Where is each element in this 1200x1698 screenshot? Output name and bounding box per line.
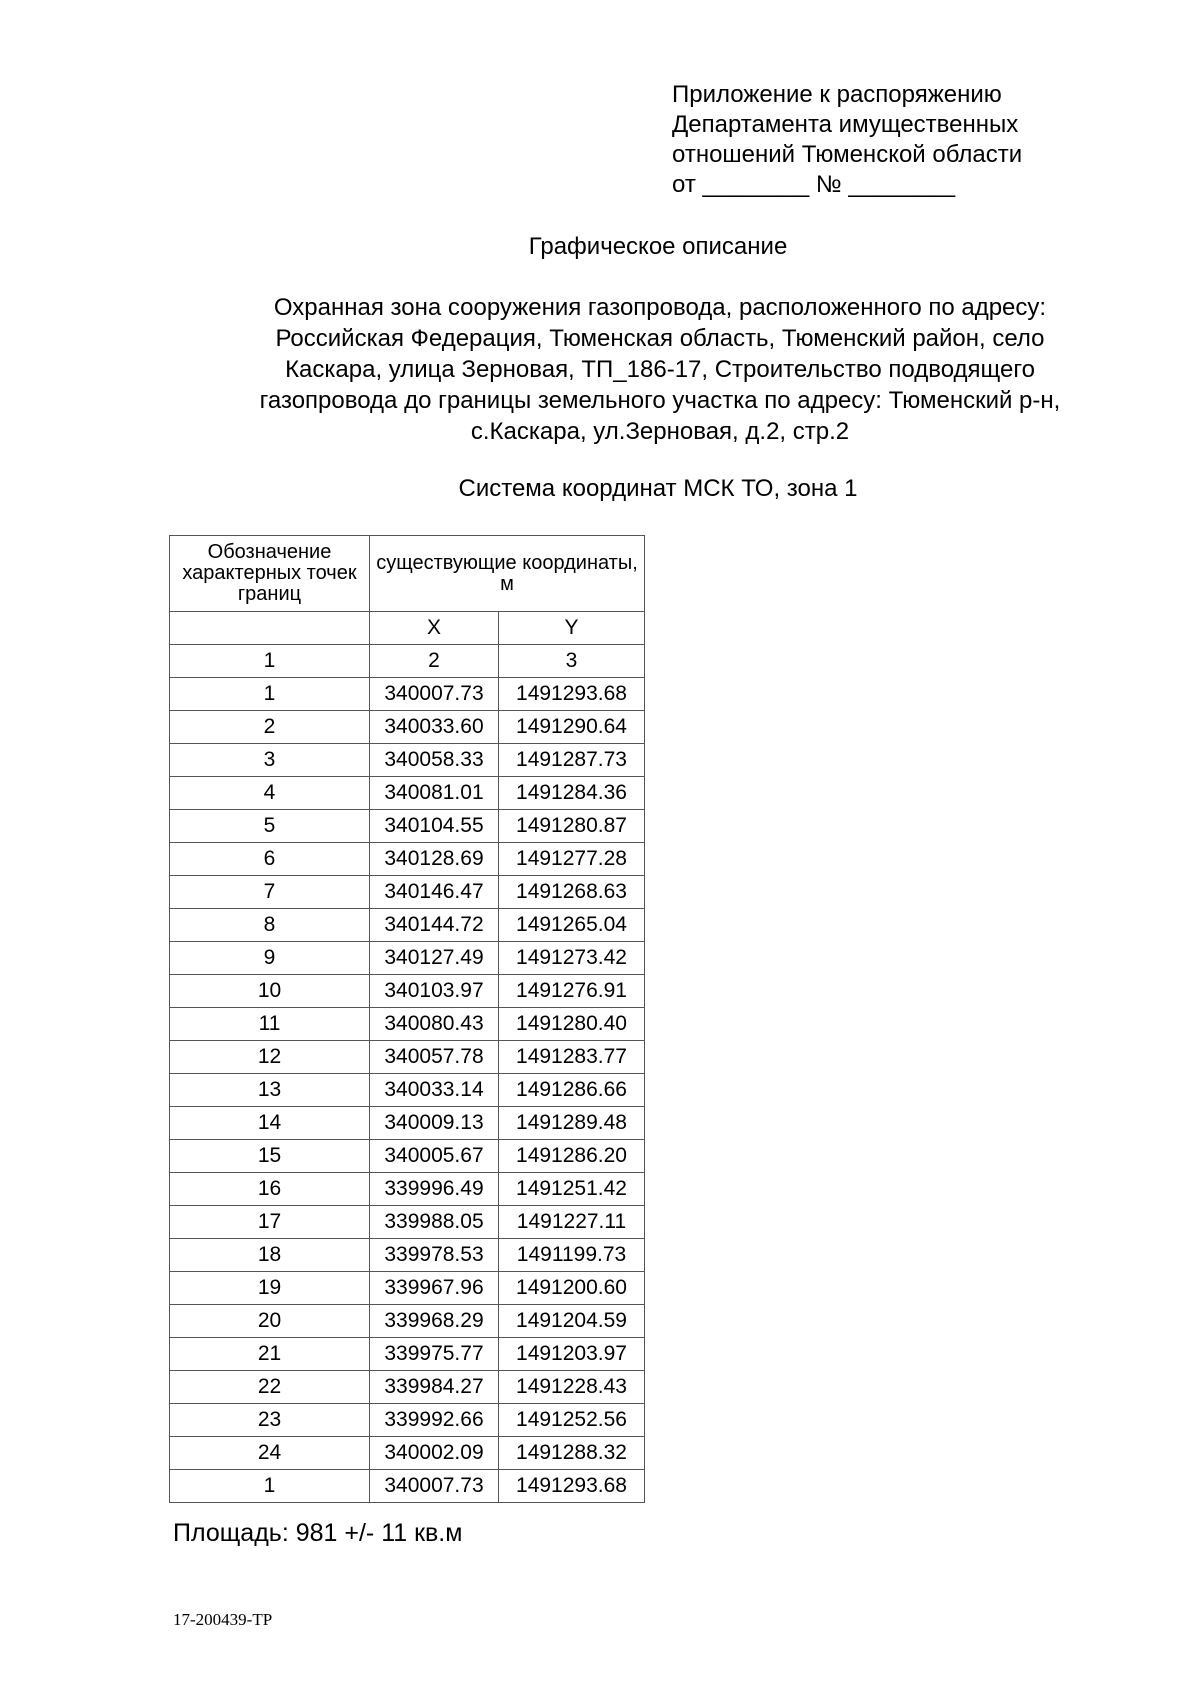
document-title: Графическое описание — [528, 233, 788, 260]
x-coordinate-cell: 340146.47 — [370, 876, 499, 909]
description-line: Охранная зона сооружения газопровода, расположенного по адресу: — [273, 294, 1047, 321]
header-points: Обозначение характерных точек границ — [170, 536, 370, 612]
x-coordinate-cell: 340002.09 — [370, 1437, 499, 1470]
description-line: газопровода до границы земельного участка по адресу: Тюменский р-н, — [259, 387, 1061, 414]
y-coordinate-cell: 1491286.66 — [499, 1074, 645, 1107]
x-coordinate-cell: 340057.78 — [370, 1041, 499, 1074]
description-line: Российская Федерация, Тюменская область, Тюменский район, село — [275, 325, 1045, 352]
table-header-row — [170, 536, 645, 612]
table-row — [170, 1173, 645, 1206]
x-coordinate-cell: 340007.73 — [370, 678, 499, 711]
point-number-cell: 4 — [170, 777, 370, 810]
zone-description — [210, 292, 1110, 447]
x-coordinate-cell: 340009.13 — [370, 1107, 499, 1140]
table-row — [170, 1107, 645, 1140]
y-coordinate-cell: 1491284.36 — [499, 777, 645, 810]
table-row — [170, 678, 645, 711]
point-number-cell: 10 — [170, 975, 370, 1008]
table-row — [170, 843, 645, 876]
table-row — [170, 1272, 645, 1305]
point-number-cell: 9 — [170, 942, 370, 975]
coordinates-table — [169, 535, 645, 1503]
appendix-line: Департамента имущественных — [672, 111, 1019, 138]
y-coordinate-cell: 1491251.42 — [499, 1173, 645, 1206]
x-coordinate-cell: 340033.14 — [370, 1074, 499, 1107]
description-line: Каскара, улица Зерновая, ТП_186-17, Строительство подводящего — [285, 356, 1035, 383]
table-row — [170, 1305, 645, 1338]
x-coordinate-cell: 339996.49 — [370, 1173, 499, 1206]
table-row — [170, 1470, 645, 1503]
point-number-cell: 12 — [170, 1041, 370, 1074]
table-row — [170, 810, 645, 843]
x-coordinate-cell: 340005.67 — [370, 1140, 499, 1173]
point-number-cell: 11 — [170, 1008, 370, 1041]
point-number-cell: 23 — [170, 1404, 370, 1437]
y-coordinate-cell: 1491283.77 — [499, 1041, 645, 1074]
table-row — [170, 1206, 645, 1239]
column-number: 3 — [499, 645, 645, 678]
column-number: 2 — [370, 645, 499, 678]
document-number: 17-200439-ТР — [173, 1610, 273, 1629]
y-coordinate-cell: 1491288.32 — [499, 1437, 645, 1470]
point-number-cell: 20 — [170, 1305, 370, 1338]
y-coordinate-cell: 1491268.63 — [499, 876, 645, 909]
table-row — [170, 777, 645, 810]
description-line: с.Каскара, ул.Зерновая, д.2, стр.2 — [470, 418, 850, 445]
point-number-cell: 21 — [170, 1338, 370, 1371]
table-row — [170, 1338, 645, 1371]
header-coordinates: существующие координаты, м — [370, 536, 645, 612]
point-number-cell: 1 — [170, 1470, 370, 1503]
table-row — [170, 1008, 645, 1041]
y-coordinate-cell: 1491280.87 — [499, 810, 645, 843]
point-number-cell: 5 — [170, 810, 370, 843]
y-coordinate-cell: 1491293.68 — [499, 1470, 645, 1503]
appendix-line: отношений Тюменской области — [672, 141, 1023, 168]
table-row — [170, 975, 645, 1008]
point-number-cell: 24 — [170, 1437, 370, 1470]
y-coordinate-cell: 1491287.73 — [499, 744, 645, 777]
x-coordinate-cell: 339978.53 — [370, 1239, 499, 1272]
x-coordinate-cell: 340081.01 — [370, 777, 499, 810]
x-coordinate-cell: 340144.72 — [370, 909, 499, 942]
axis-empty-cell — [170, 612, 370, 645]
y-coordinate-cell: 1491277.28 — [499, 843, 645, 876]
point-number-cell: 1 — [170, 678, 370, 711]
x-coordinate-cell: 339968.29 — [370, 1305, 499, 1338]
table-row — [170, 1404, 645, 1437]
y-coordinate-cell: 1491276.91 — [499, 975, 645, 1008]
y-coordinate-cell: 1491228.43 — [499, 1371, 645, 1404]
table-row — [170, 744, 645, 777]
point-number-cell: 15 — [170, 1140, 370, 1173]
appendix-block — [672, 80, 1022, 200]
x-coordinate-cell: 339967.96 — [370, 1272, 499, 1305]
y-coordinate-cell: 1491227.11 — [499, 1206, 645, 1239]
y-coordinate-cell: 1491252.56 — [499, 1404, 645, 1437]
y-coordinate-cell: 1491265.04 — [499, 909, 645, 942]
table-row — [170, 1239, 645, 1272]
x-coordinate-cell: 340104.55 — [370, 810, 499, 843]
point-number-cell: 8 — [170, 909, 370, 942]
point-number-cell: 17 — [170, 1206, 370, 1239]
x-coordinate-cell: 339992.66 — [370, 1404, 499, 1437]
y-coordinate-cell: 1491204.59 — [499, 1305, 645, 1338]
x-coordinate-cell: 340058.33 — [370, 744, 499, 777]
axis-x: X — [370, 612, 499, 645]
x-coordinate-cell: 340033.60 — [370, 711, 499, 744]
x-coordinate-cell: 340007.73 — [370, 1470, 499, 1503]
point-number-cell: 18 — [170, 1239, 370, 1272]
table-row — [170, 876, 645, 909]
point-number-cell: 22 — [170, 1371, 370, 1404]
table-row — [170, 942, 645, 975]
y-coordinate-cell: 1491286.20 — [499, 1140, 645, 1173]
table-row — [170, 1140, 645, 1173]
point-number-cell: 7 — [170, 876, 370, 909]
table-row — [170, 711, 645, 744]
axis-y: Y — [499, 612, 645, 645]
table-row — [170, 1041, 645, 1074]
y-coordinate-cell: 1491293.68 — [499, 678, 645, 711]
table-row — [170, 909, 645, 942]
x-coordinate-cell: 340127.49 — [370, 942, 499, 975]
y-coordinate-cell: 1491273.42 — [499, 942, 645, 975]
point-number-cell: 13 — [170, 1074, 370, 1107]
y-coordinate-cell: 1491290.64 — [499, 711, 645, 744]
point-number-cell: 14 — [170, 1107, 370, 1140]
point-number-cell: 16 — [170, 1173, 370, 1206]
y-coordinate-cell: 1491203.97 — [499, 1338, 645, 1371]
coordinate-system: Система координат МСК ТО, зона 1 — [458, 475, 858, 502]
point-number-cell: 2 — [170, 711, 370, 744]
x-coordinate-cell: 340128.69 — [370, 843, 499, 876]
x-coordinate-cell: 339988.05 — [370, 1206, 499, 1239]
point-number-cell: 19 — [170, 1272, 370, 1305]
area-text: Площадь: 981 +/- 11 кв.м — [173, 1519, 463, 1547]
x-coordinate-cell: 340080.43 — [370, 1008, 499, 1041]
x-coordinate-cell: 339984.27 — [370, 1371, 499, 1404]
table-row — [170, 1437, 645, 1470]
column-number: 1 — [170, 645, 370, 678]
table-body — [170, 536, 645, 1503]
y-coordinate-cell: 1491199.73 — [499, 1239, 645, 1272]
table-row — [170, 1074, 645, 1107]
table-row — [170, 1371, 645, 1404]
table-axis-row — [170, 612, 645, 645]
point-number-cell: 6 — [170, 843, 370, 876]
appendix-line: от ________ № ________ — [672, 171, 956, 198]
y-coordinate-cell: 1491289.48 — [499, 1107, 645, 1140]
appendix-line: Приложение к распоряжению — [672, 81, 1002, 108]
point-number-cell: 3 — [170, 744, 370, 777]
y-coordinate-cell: 1491280.40 — [499, 1008, 645, 1041]
table-column-number-row — [170, 645, 645, 678]
x-coordinate-cell: 339975.77 — [370, 1338, 499, 1371]
y-coordinate-cell: 1491200.60 — [499, 1272, 645, 1305]
x-coordinate-cell: 340103.97 — [370, 975, 499, 1008]
